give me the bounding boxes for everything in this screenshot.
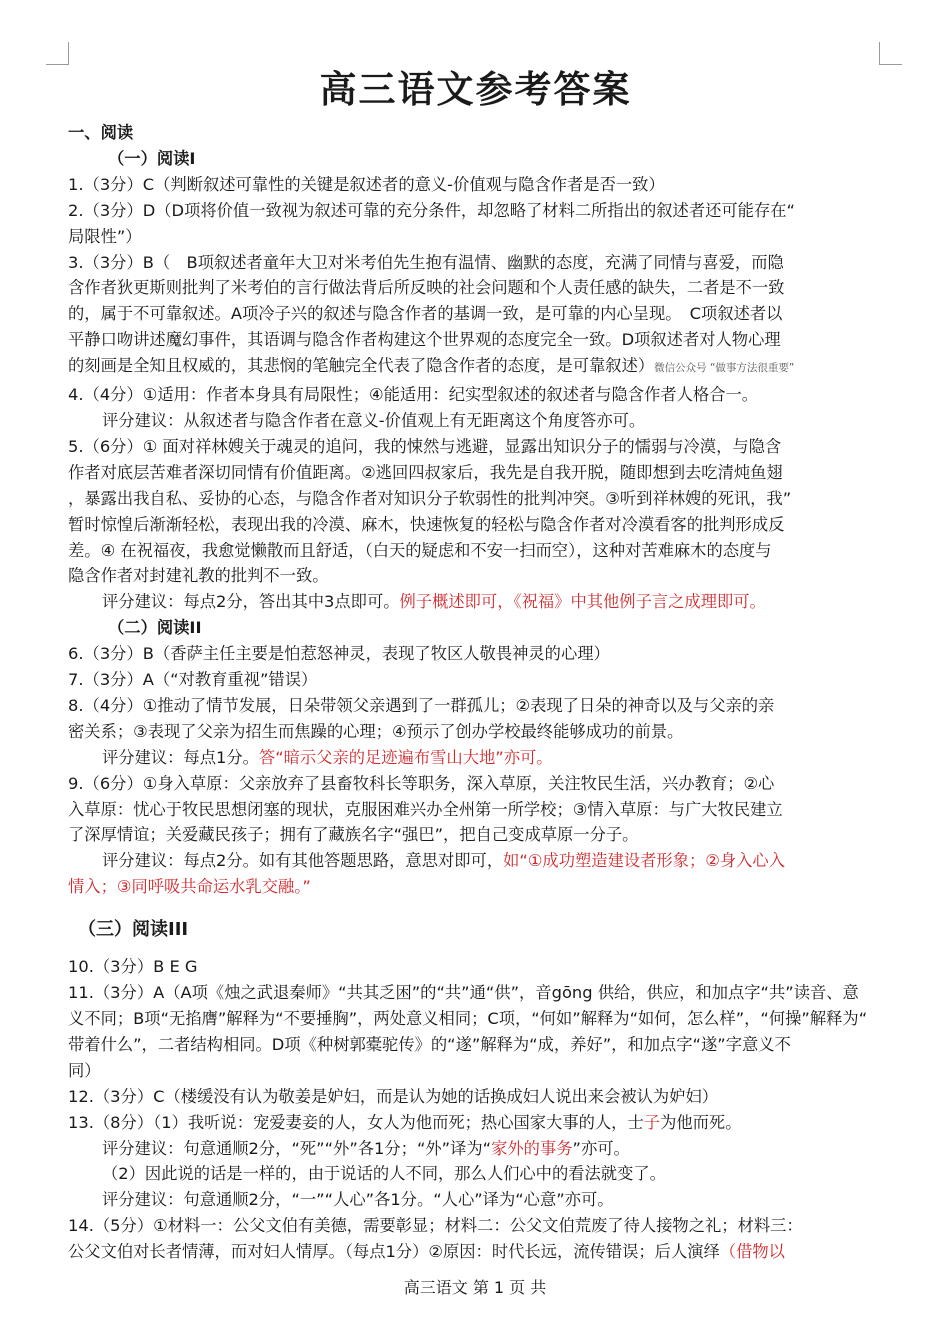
- answer-q9-note: [68, 848, 883, 874]
- answer-q5-note-text: 评分建议：每点2分，答出其中3点即可。: [102, 592, 400, 612]
- answer-q3-line5-text: 的刻画是全知且权威的，其悲悯的笔触完全代表了隐含作者的态度，是可靠叙述）: [68, 356, 655, 376]
- answer-q7: 7.（3分）A（“对教育重视”错误）: [68, 670, 318, 690]
- answer-q13-note1: [68, 1136, 883, 1162]
- answer-q4: 4.（4分）①适用：作者本身具有局限性；④能适用：纪实型叙述的叙述者与隐含作者人格合一。: [68, 385, 759, 405]
- answer-q14-line2-highlight: （借物以: [719, 1242, 785, 1262]
- answer-q11-line3: 带着什么”，二者结构相同。D项《种树郭橐驼传》的“遂”解释为“成，养好”，和加点字“遂”字意义不: [68, 1034, 791, 1054]
- answer-q11-line4: 同）: [68, 1060, 101, 1080]
- answer-q14-line2: [68, 1239, 883, 1265]
- answer-q3-line3: 的，属于不可靠叙述。A项冷子兴的叙述与隐含作者的基调一致，是可靠的内心呈现。 C项叙述者以: [68, 304, 783, 324]
- answer-q2-line2: 局限性”）: [68, 226, 142, 246]
- answer-q5-line5: 差。④ 在祝福夜，我愈觉懒散而且舒适，（白天的疑虑和不安一扫而空），这种对苦难麻木的态度与: [68, 540, 772, 560]
- answer-q9-note-highlight: 如“①成功塑造建设者形象；②身入心入: [503, 851, 785, 871]
- answer-q12: 12.（3分）C（楼缓没有认为敬姜是妒妇，而是认为她的话换成妇人说出来会被认为妒妇）: [68, 1086, 719, 1106]
- answer-q13-note1-b: ”亦可。: [572, 1138, 630, 1158]
- section-heading-reading: 一、阅读: [68, 123, 134, 142]
- answer-q11-line1: 11.（3分）A（A项《烛之武退秦师》“共其乏困”的“共”通“供”，音gōng 供给，供应，和加点字“共”读音、意: [68, 983, 859, 1003]
- crop-mark-top-left: [46, 42, 69, 65]
- answer-q8-line1: 8.（4分）①推动了情节发展，日朵带领父亲遇到了一群孤儿；②表现了日朵的神奇以及与父亲的亲: [68, 695, 775, 715]
- answer-q13-part1-a: 13.（8分）（1）我听说：宠爱妻妾的人，女人为他而死；热心国家大事的人，士: [68, 1112, 644, 1132]
- answer-q9-line2: 入草原：忧心于牧民思想闭塞的现状，克服困难兴办全州第一所学校；③情入草原：与广大牧民建立: [68, 799, 783, 819]
- answer-q3-line2: 含作者狄更斯则批判了米考伯的言行做法背后所反映的社会问题和个人责任感的缺失，二者是不一致: [68, 278, 785, 298]
- answer-q13-note1-highlight: 家外的事务: [491, 1138, 573, 1158]
- answer-q14-line1: 14.（5分）①材料一：公父文伯有美德，需要彰显；材料二：公父文伯荒废了待人接物之礼；材料三：: [68, 1216, 803, 1236]
- answer-page: [68, 60, 883, 1265]
- answer-q8-line2: 密关系；③表现了父亲为招生而焦躁的心理；④预示了创办学校最终能够成功的前景。: [68, 721, 684, 741]
- answer-q13-part2: （2）因此说的话是一样的，由于说话的人不同，那么人们心中的看法就变了。: [102, 1164, 666, 1184]
- subsection-reading-1: （一）阅读I: [108, 148, 196, 168]
- answer-q13-note1-a: 评分建议：句意通顺2分，“死”“外”各1分；“外”译为“: [102, 1138, 492, 1158]
- answer-q9-note-highlight-cont: 情入；③同呼吸共命运水乳交融。”: [68, 877, 311, 897]
- answer-q9-line1: 9.（6分）①身入草原：父亲放弃了县畜牧科长等职务，深入草原，关注牧民生活，兴办教育；②心: [68, 773, 775, 793]
- answer-q5-line4: 暂时惊惶后渐渐轻松，表现出我的冷漠、麻木，快速恢复的轻松与隐含作者对冷漠看客的批判形成反: [68, 514, 785, 534]
- subsection-reading-2: （二）阅读II: [108, 618, 202, 638]
- answer-q14-line2-text: 公父文伯对长者情薄，而对妇人情厚。（每点1分）②原因：时代长远，流传错误；后人演绎: [68, 1242, 720, 1262]
- answer-q8-note-text: 评分建议：每点1分。: [102, 747, 259, 767]
- answer-q5-line2: 作者对底层苦难者深切同情有价值距离。②逃回四叔家后，我先是自我开脱，随即想到去吃清炖鱼翅: [68, 462, 783, 482]
- answer-q5-line1: 5.（6分）① 面对祥林嫂关于魂灵的追问，我的悚然与逃避，显露出知识分子的懦弱与冷漠，与隐含: [68, 436, 782, 456]
- answer-q5-line3: ，暴露出我自私、妥协的心态，与隐含作者对知识分子软弱性的批判冲突。③听到祥林嫂的死讯，我”: [68, 488, 792, 508]
- answer-q13-note2: 评分建议：句意通顺2分，“一”“人心”各1分。“人心”译为“心意”亦可。: [102, 1190, 614, 1210]
- answer-q9-note-text: 评分建议：每点2分。如有其他答题思路，意思对即可，: [102, 851, 504, 871]
- wechat-watermark: 微信公众号 “做事方法很重要”: [654, 362, 795, 375]
- page-title: 高三语文参考答案: [319, 68, 632, 111]
- answer-q8-note-highlight: 答“暗示父亲的足迹遍布雪山大地”亦可。: [258, 747, 553, 767]
- answer-q3-line5: [68, 353, 883, 382]
- subsection-reading-3: （三）阅读III: [78, 919, 189, 941]
- answer-q13-part1-b: 为他而死。: [660, 1112, 742, 1132]
- answer-q3-line4: 平静口吻讲述魔幻事件，其语调与隐含作者构建这个世界观的态度完全一致。D项叙述者对人物心理: [68, 330, 781, 350]
- answer-q11-line2: 义不同；B项“无掐膺”解释为“不要捶胸”，两处意义相同；C项，“何如”解释为“如何，怎么样”，“何操”解释为“: [68, 1009, 868, 1028]
- answer-q5-line6: 隐含作者对封建礼教的批判不一致。: [68, 566, 329, 586]
- answer-q3-line1: 3.（3分）B（ B项叙述者童年大卫对米考伯先生抱有温情、幽默的态度，充满了同情与喜爱，而隐: [68, 252, 784, 272]
- answer-q8-note: [68, 745, 883, 771]
- answer-q1: 1.（3分）C（判断叙述可靠性的关键是叙述者的意义-价值观与隐含作者是否一致）: [68, 174, 665, 194]
- answer-q4-note: 评分建议：从叙述者与隐含作者在意义-价值观上有无距离这个角度答亦可。: [102, 410, 646, 430]
- answer-q9-line3: 了深厚情谊；关爱藏民孩子；拥有了藏族名字“强巴”，把自己变成草原一分子。: [68, 825, 639, 845]
- page-footer: 高三语文 第 1 页 共: [403, 1278, 547, 1297]
- answer-q13-part1: [68, 1110, 883, 1136]
- answer-q10: 10.（3分）B E G: [68, 957, 198, 977]
- answer-q5-note-highlight: 例子概述即可，《祝福》中其他例子言之成理即可。: [399, 592, 766, 612]
- answer-q5-note: [68, 589, 883, 615]
- answer-q13-part1-highlight: 子: [643, 1112, 661, 1132]
- answer-q2-line1: 2.（3分）D（D项将价值一致视为叙述可靠的充分条件，却忽略了材料二所指出的叙述者还可能存在“: [68, 200, 795, 220]
- answer-q6: 6.（3分）B（香萨主任主要是怕惹怒神灵，表现了牧区人敬畏神灵的心理）: [68, 644, 610, 664]
